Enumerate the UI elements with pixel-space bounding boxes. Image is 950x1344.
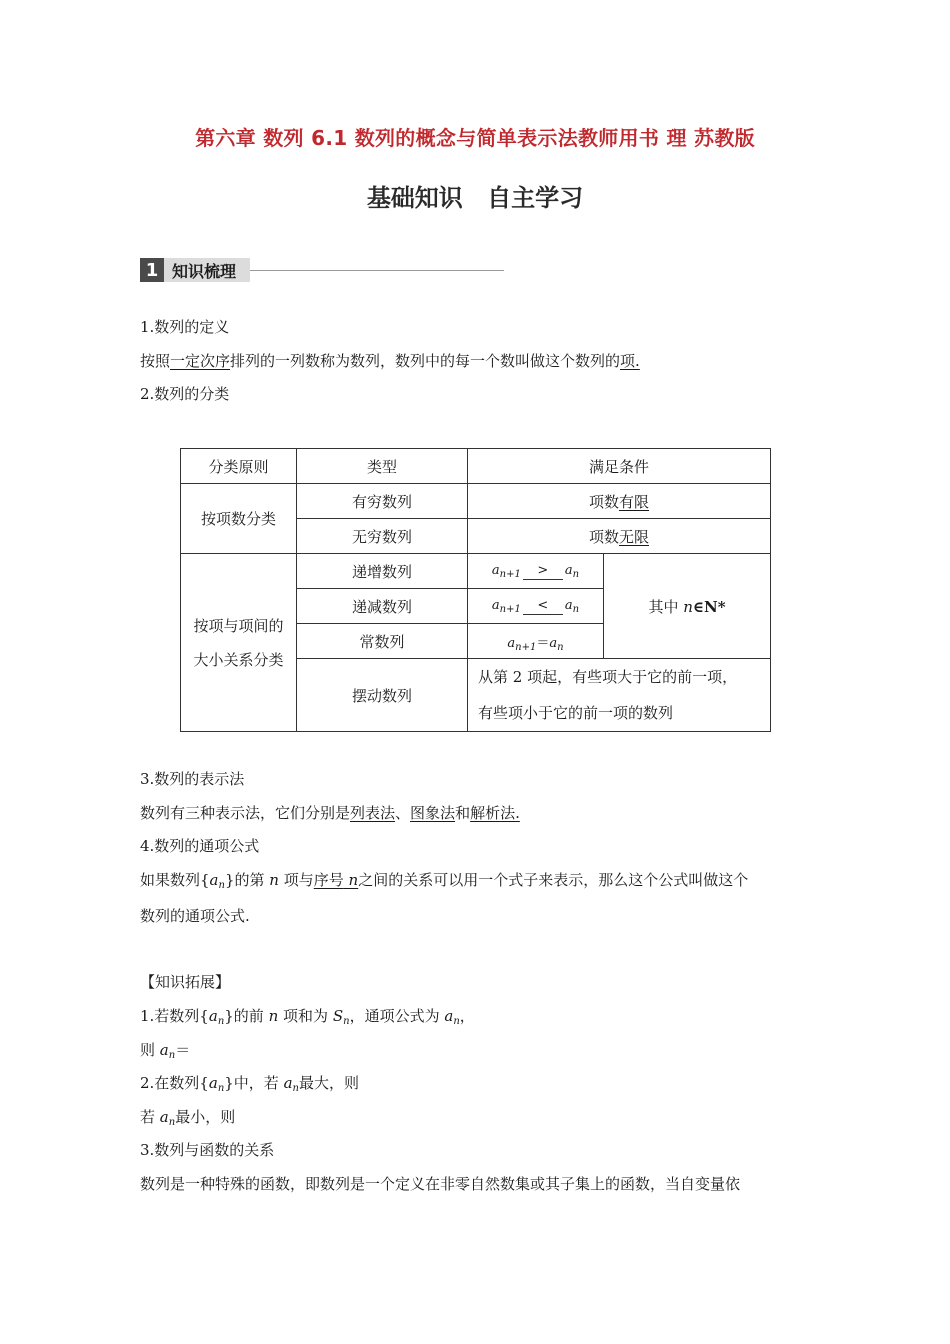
condition-cell bbox=[468, 484, 771, 519]
section-label: 知识梳理 bbox=[164, 258, 250, 282]
section-number-badge: 1 bbox=[140, 258, 164, 282]
text: 最小，则 bbox=[175, 1108, 236, 1126]
page-title: 第六章 数列 6.1 数列的概念与简单表示法教师用书 理 苏教版 bbox=[195, 126, 755, 150]
s4-text: 如果数列$\{a_n\}$的第 n 项与序号 n之间的关系可以用一个式子来表示，那么这个公式叫做这个 bbox=[140, 871, 749, 891]
s1-definition bbox=[140, 351, 640, 371]
answer-underline: 有限 bbox=[619, 492, 650, 511]
text: 则 bbox=[140, 1041, 156, 1059]
formula-cell: $a_{n+1} > a_n$ bbox=[468, 554, 604, 589]
text: ，通项公式为 bbox=[349, 1007, 440, 1025]
text: 项数 bbox=[588, 492, 619, 511]
text: ＝ bbox=[175, 1041, 191, 1059]
type-cell: 常数列 bbox=[297, 624, 468, 659]
formula-cell: $a_{n+1}=a_n$ bbox=[468, 624, 604, 659]
e3-heading: 3.数列与函数的关系 bbox=[140, 1141, 275, 1159]
answer-underline: > bbox=[523, 563, 563, 580]
text: }的第 bbox=[224, 871, 265, 889]
text: 最大，则 bbox=[299, 1074, 360, 1092]
text: 项和为 bbox=[283, 1007, 329, 1025]
answer-underline: < bbox=[523, 598, 563, 615]
s2-heading: 2.数列的分类 bbox=[140, 385, 230, 403]
extension-heading: 【知识拓展】 bbox=[140, 973, 231, 991]
table-row bbox=[181, 484, 771, 519]
where-cell: 其中 n∈N* bbox=[604, 554, 771, 659]
header-cell: 类型 bbox=[297, 449, 468, 484]
answer-underline: 项. bbox=[620, 352, 640, 370]
e1-text: 1.若数列$\{a_n\}$的前 n 项和为 $S_n$，通项公式为 $a_n$， bbox=[140, 1007, 475, 1027]
section-title: 基础知识 自主学习 bbox=[366, 184, 584, 212]
e1-formula: 则 $a_n=$ bbox=[140, 1041, 191, 1061]
s3-text bbox=[140, 803, 520, 823]
table-row bbox=[181, 554, 771, 589]
text: 之间的关系可以用一个式子来表示，那么这个公式叫做这个 bbox=[358, 871, 749, 889]
type-cell: 摆动数列 bbox=[297, 659, 468, 732]
text: 项与 bbox=[283, 871, 314, 889]
table-row bbox=[181, 449, 771, 484]
text: 若 bbox=[140, 1108, 156, 1126]
e3-text: 数列是一种特殊的函数，即数列是一个定义在非零自然数集或其子集上的函数，当自变量依 bbox=[140, 1175, 741, 1193]
text: 和 bbox=[455, 804, 471, 822]
answer-underline: 序号 bbox=[313, 871, 344, 889]
text: 、 bbox=[395, 804, 411, 822]
text: 数列有三种表示法，它们分别是 bbox=[140, 804, 351, 822]
text: 有些项小于它的前一项的数列 bbox=[478, 704, 674, 722]
text: 其中 bbox=[648, 597, 679, 616]
text: 1.若数列{ bbox=[140, 1007, 209, 1025]
natural-set: ∈N* bbox=[692, 597, 726, 616]
header-divider bbox=[250, 270, 504, 271]
condition-cell bbox=[468, 659, 771, 732]
answer-underline: 图象法 bbox=[410, 804, 456, 822]
text: }的前 bbox=[224, 1007, 264, 1025]
answer-underline: 无限 bbox=[619, 527, 650, 546]
answer-underline: 一定次序 bbox=[170, 352, 231, 370]
s4-text-line2: 数列的通项公式. bbox=[140, 907, 250, 925]
type-cell: 有穷数列 bbox=[297, 484, 468, 519]
header-cell: 分类原则 bbox=[181, 449, 297, 484]
e2-text: 2.在数列$\{a_n\}$中，若 $a_n$最大，则 bbox=[140, 1074, 360, 1094]
text: ， bbox=[459, 1007, 475, 1025]
group-label: 按项与项间的大小关系分类 bbox=[193, 616, 284, 669]
formula-cell: $a_{n+1} < a_n$ bbox=[468, 589, 604, 624]
type-cell: 无穷数列 bbox=[297, 519, 468, 554]
e2-text-2: 若 $a_n$最小，则 bbox=[140, 1108, 236, 1128]
group-cell bbox=[181, 554, 297, 732]
text: 如果数列{ bbox=[140, 871, 210, 889]
header-cell: 满足条件 bbox=[468, 449, 771, 484]
knowledge-header-bar bbox=[140, 258, 504, 282]
text: }中，若 bbox=[224, 1074, 279, 1092]
classification-table bbox=[180, 448, 771, 732]
type-cell: 递减数列 bbox=[297, 589, 468, 624]
s4-heading: 4.数列的通项公式 bbox=[140, 837, 260, 855]
text: 2.在数列{ bbox=[140, 1074, 209, 1092]
text: 项数 bbox=[588, 527, 619, 546]
condition-cell bbox=[468, 519, 771, 554]
text: ＝ bbox=[536, 635, 550, 651]
text: 从第 2 项起，有些项大于它的前一项， bbox=[478, 668, 738, 686]
answer-underline: 列表法 bbox=[350, 804, 396, 822]
group-cell: 按项数分类 bbox=[181, 484, 297, 554]
s1-heading: 1.数列的定义 bbox=[140, 318, 230, 336]
s3-heading: 3.数列的表示法 bbox=[140, 770, 245, 788]
answer-underline: 解析法. bbox=[470, 804, 520, 822]
text: 排列的一列数称为数列，数列中的每一个数叫做这个数列的 bbox=[230, 352, 621, 370]
text: 按照 bbox=[140, 352, 171, 370]
type-cell: 递增数列 bbox=[297, 554, 468, 589]
